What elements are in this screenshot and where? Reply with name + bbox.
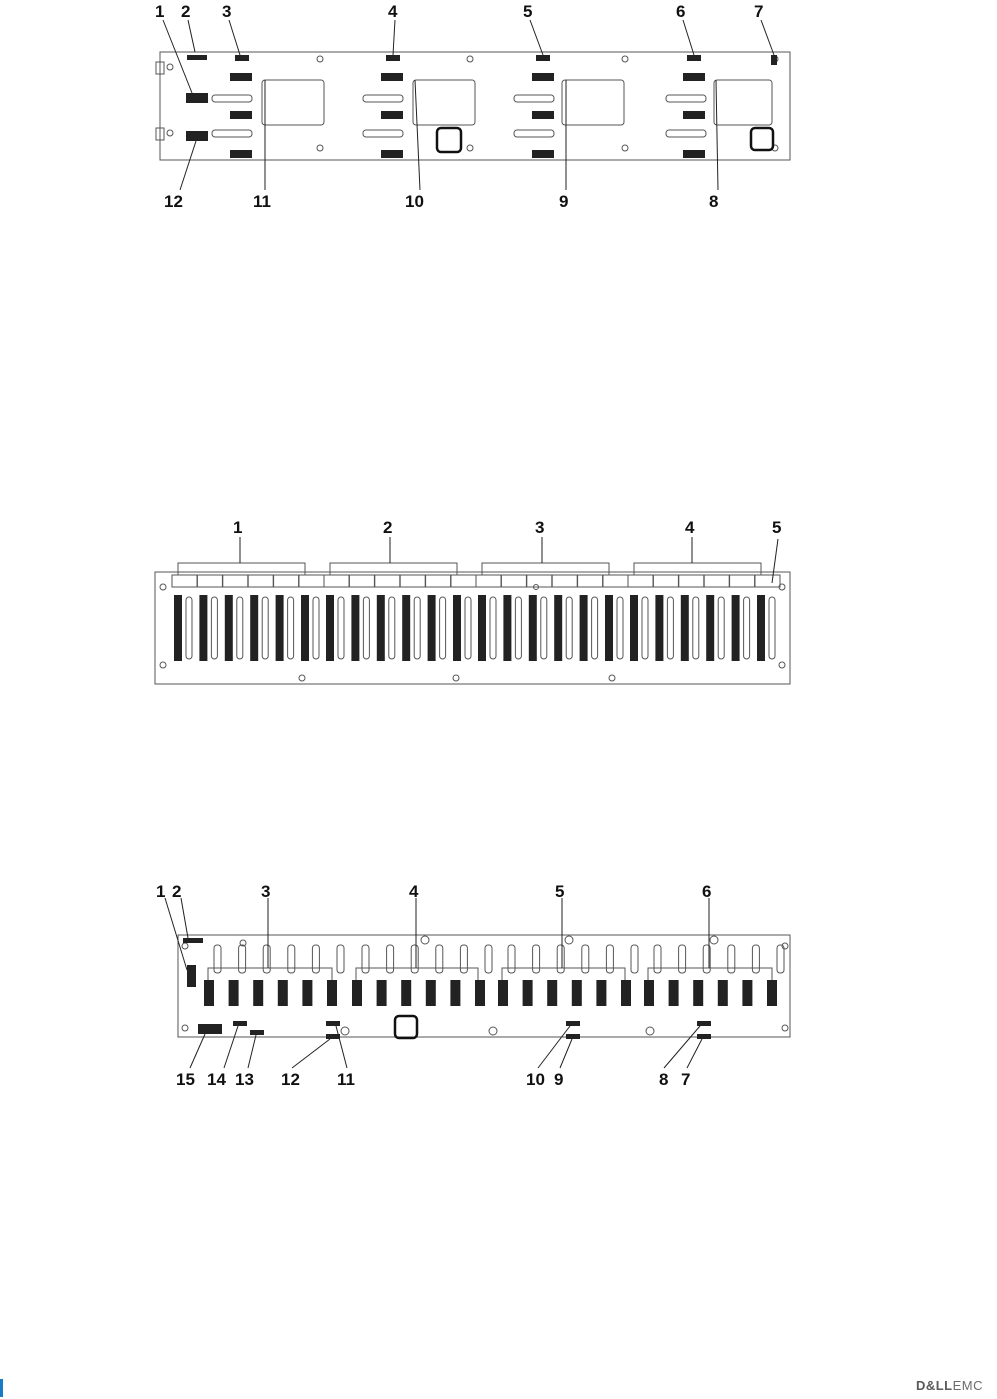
drive-connector <box>742 980 752 1006</box>
drive-connector <box>351 595 359 661</box>
drive-connector <box>681 595 689 661</box>
callout-label: 5 <box>772 518 782 537</box>
callout-label: 12 <box>164 192 183 211</box>
callout-label: 4 <box>409 882 419 901</box>
callout-label: 3 <box>535 518 545 537</box>
callout-label: 9 <box>554 1070 564 1089</box>
callout-label: 9 <box>559 192 569 211</box>
drive-connector <box>450 980 460 1006</box>
drive-connector <box>276 595 284 661</box>
drive-connector <box>621 980 631 1006</box>
backplane-diagram-2 <box>0 515 997 695</box>
callout-label: 10 <box>526 1070 545 1089</box>
drive-connector <box>596 980 606 1006</box>
callouts-top-3 <box>156 882 711 901</box>
callout-label: 1 <box>155 2 165 21</box>
callout-label: 8 <box>709 192 719 211</box>
callout-label: 8 <box>659 1070 669 1089</box>
drive-connector <box>326 595 334 661</box>
drive-connector <box>174 595 182 661</box>
drive-connector <box>547 980 557 1006</box>
drive-connector <box>605 595 613 661</box>
callout-label: 4 <box>388 2 398 21</box>
drive-connector <box>302 980 312 1006</box>
drive-connector <box>278 980 288 1006</box>
drive-connector <box>402 595 410 661</box>
drive-connector <box>401 980 411 1006</box>
drive-connector <box>630 595 638 661</box>
callout-label: 13 <box>235 1070 254 1089</box>
drive-connector <box>529 595 537 661</box>
drive-connector <box>475 980 485 1006</box>
callout-label: 7 <box>681 1070 691 1089</box>
drive-connector <box>580 595 588 661</box>
drive-connector <box>767 980 777 1006</box>
callout-label: 2 <box>172 882 182 901</box>
drive-connector <box>693 980 703 1006</box>
logo-bold-text: D&LL <box>915 1378 953 1393</box>
drive-connector <box>644 980 654 1006</box>
callout-label: 5 <box>555 882 565 901</box>
backplane-diagram-1 <box>0 0 997 215</box>
drive-connector <box>453 595 461 661</box>
drive-connector <box>478 595 486 661</box>
callout-label: 1 <box>156 882 166 901</box>
callout-label: 6 <box>702 882 712 901</box>
dell-emc-logo <box>916 1378 983 1393</box>
drive-connector <box>718 980 728 1006</box>
callout-label: 14 <box>207 1070 226 1089</box>
drive-connector <box>554 595 562 661</box>
drive-connector <box>706 595 714 661</box>
drive-connector <box>732 595 740 661</box>
callout-label: 3 <box>222 2 232 21</box>
drive-connector <box>523 980 533 1006</box>
callout-label: 11 <box>253 192 271 211</box>
drive-connector <box>327 980 337 1006</box>
callout-label: 3 <box>261 882 271 901</box>
backplane-diagram-3 <box>0 880 997 1090</box>
drive-connector <box>225 595 233 661</box>
drive-connector <box>352 980 362 1006</box>
page-edge-accent-bar <box>0 1379 3 1397</box>
callout-label: 6 <box>676 2 686 21</box>
drive-connector <box>199 595 207 661</box>
drive-connector <box>377 595 385 661</box>
backplane-figure-1 <box>0 0 997 215</box>
callout-label: 12 <box>281 1070 300 1089</box>
backplane-figure-2 <box>0 515 997 695</box>
drive-connector <box>253 980 263 1006</box>
drive-connector <box>229 980 239 1006</box>
backplane-figure-3 <box>0 880 997 1090</box>
drive-connector <box>426 980 436 1006</box>
callout-label: 2 <box>383 518 393 537</box>
drive-connector <box>498 980 508 1006</box>
drive-connector <box>655 595 663 661</box>
callout-label: 4 <box>685 518 695 537</box>
drive-connector <box>503 595 511 661</box>
logo-light-text: EMC <box>952 1378 983 1393</box>
drive-connector <box>757 595 765 661</box>
callouts-top-1 <box>155 2 763 21</box>
callout-label: 5 <box>523 2 533 21</box>
callout-label: 7 <box>754 2 764 21</box>
callout-label: 2 <box>181 2 191 21</box>
callout-label: 11 <box>337 1070 355 1089</box>
callout-label: 10 <box>405 192 424 211</box>
callouts-top-2 <box>233 518 781 537</box>
callout-label: 15 <box>176 1070 195 1089</box>
drive-connector <box>377 980 387 1006</box>
drive-connector <box>572 980 582 1006</box>
drive-connector <box>301 595 309 661</box>
drive-connector <box>428 595 436 661</box>
callouts-bottom-3 <box>176 1070 690 1089</box>
callouts-bottom-1 <box>164 192 718 211</box>
drive-connector <box>204 980 214 1006</box>
callout-label: 1 <box>233 518 243 537</box>
drive-connector <box>250 595 258 661</box>
drive-connector <box>669 980 679 1006</box>
